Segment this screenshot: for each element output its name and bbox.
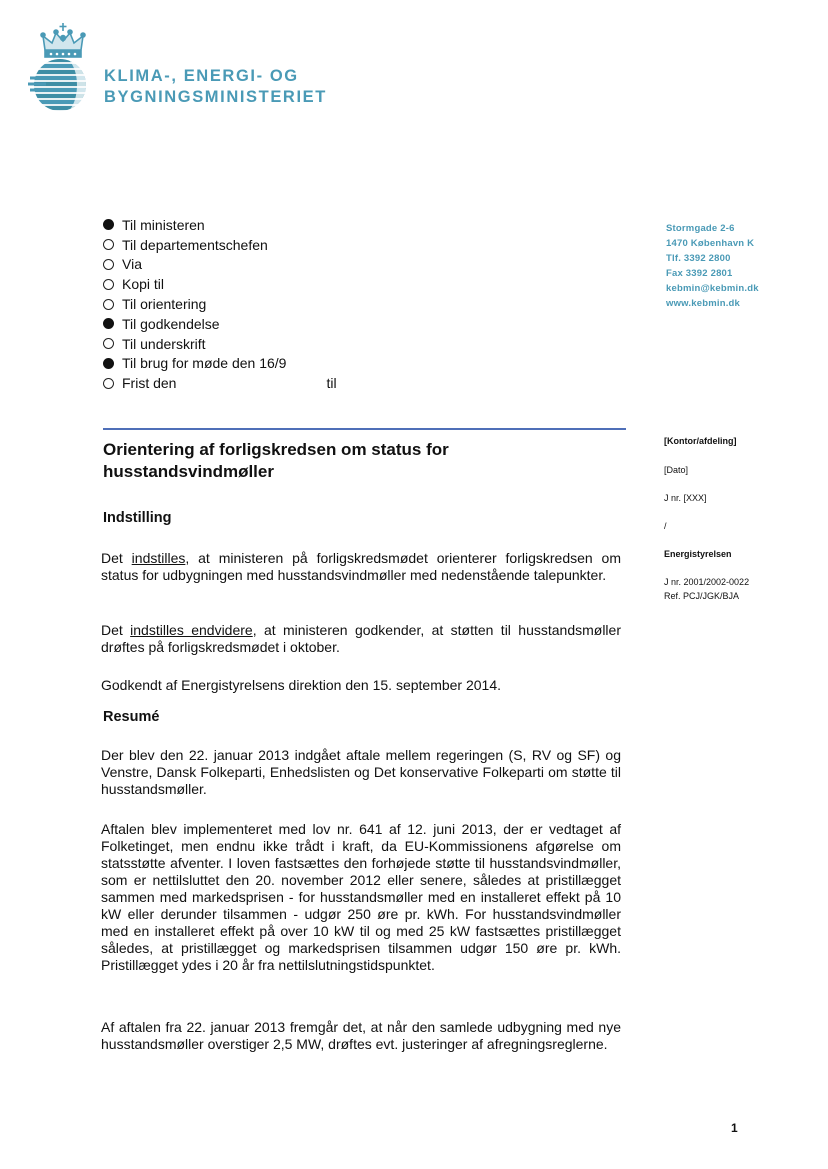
paragraph-2	[101, 622, 621, 656]
ministry-name	[104, 66, 327, 108]
checklist-item	[103, 255, 523, 275]
meta-department: [Kontor/afdeling]	[664, 436, 737, 446]
empty-bullet-icon	[103, 239, 114, 250]
checklist-label: Frist den	[122, 375, 177, 392]
ministry-address	[666, 221, 759, 311]
empty-bullet-icon	[103, 259, 114, 270]
address-fax: Fax 3392 2801	[666, 268, 733, 279]
paragraph-2-rest: , at ministeren godkender, at støtten til husstandsmøller drøftes på forligskredsmødet i oktober.	[101, 622, 621, 655]
checklist-deadline-til: til	[326, 375, 337, 392]
address-phone: Tlf. 3392 2800	[666, 253, 731, 264]
checklist-label: Til brug for møde den 16/9	[122, 355, 287, 372]
empty-bullet-icon	[103, 338, 114, 349]
paragraph-2-start: Det	[101, 622, 131, 638]
checklist-label: Kopi til	[122, 276, 165, 293]
paragraph-1	[101, 550, 621, 584]
page-number: 1	[731, 1121, 738, 1135]
filled-bullet-icon	[103, 219, 114, 230]
meta-journal: J nr. [XXX]	[664, 493, 707, 503]
paragraph-1-start: Det	[101, 550, 132, 566]
paragraph-resume-2: Aftalen blev implementeret med lov nr. 641 af 12. juni 2013, der er vedtaget af Folketinget, men endnu ikke trådt i kraft, da EU-Kommissionens afgørelse om statsstøtte afventer. I loven fastsættes den forhøjede støtte til husstandsvindmøller, som er nettilsluttet den 20. november 2012 eller senere, således at pristillægget sammen med markedsprisen - for husstandsmøller med en installeret effekt på 10 kW eller derunder tilsammen - udgør 250 øre pr. kWh. For husstandsvindmøller med en installeret effekt på over 10 kW til og med 25 kW fastsættes pristillægget således, at pristillægget og markedsprisen tilsammen udgør 150 øre pr. kWh. Pristillægget ydes i 20 år fra nettilslutningstidspunktet.	[101, 821, 621, 973]
checklist-item	[103, 235, 523, 255]
checklist-item	[103, 334, 523, 354]
empty-bullet-icon	[103, 279, 114, 290]
empty-bullet-icon	[103, 299, 114, 310]
meta-ref: Ref. PCJ/JGK/BJA	[664, 591, 740, 601]
meta-agency-journal: J nr. 2001/2002-0022	[664, 577, 750, 587]
address-web: www.kebmin.dk	[666, 298, 741, 309]
checklist-item	[103, 294, 523, 314]
address-city: 1470 København K	[666, 238, 755, 249]
ministry-name-line2: BYGNINGSMINISTERIET	[104, 88, 327, 106]
checklist-label: Til godkendelse	[122, 315, 220, 332]
checklist-label: Til departementschefen	[122, 236, 268, 253]
crown-icon	[40, 22, 86, 60]
checklist-item	[103, 354, 523, 374]
document-title-line1: Orientering af forligskredsen om status for	[103, 440, 449, 459]
checklist-label: Til ministeren	[122, 216, 205, 233]
paragraph-resume-1: Der blev den 22. januar 2013 indgået aftale mellem regeringen (S, RV og SF) og Venstre, Dansk Folkeparti, Enhedslisten og Det konservative Folkeparti om støtte til husstandsmøller.	[101, 747, 621, 797]
indstilles-underlined-text: indstilles	[131, 550, 186, 566]
checklist-item	[103, 215, 523, 235]
checklist-label: Til underskrift	[122, 335, 206, 352]
heading-resume: Resumé	[103, 709, 160, 725]
globe-logo-icon	[28, 56, 88, 114]
checklist-label: Via	[122, 256, 142, 273]
paragraph-resume-3: Af aftalen fra 22. januar 2013 fremgår det, at når den samlede udbygning med nye husstandsmøller overstiger 2,5 MW, drøftes evt. justeringer af afregningsreglerne.	[101, 1019, 621, 1052]
ministry-name-line1: KLIMA-, ENERGI- OG	[104, 67, 299, 85]
meta-agency: Energistyrelsen	[664, 549, 732, 559]
heading-indstilling: Indstilling	[103, 510, 172, 526]
address-street: Stormgade 2-6	[666, 223, 735, 234]
checklist-label: Til orientering	[122, 296, 207, 313]
indstilles-endvidere-underlined-text: indstilles endvidere	[130, 622, 253, 638]
distribution-checklist	[103, 215, 523, 393]
address-email: kebmin@kebmin.dk	[666, 283, 759, 294]
checklist-item	[103, 373, 523, 393]
filled-bullet-icon	[103, 318, 114, 329]
filled-bullet-icon	[103, 358, 114, 369]
document-title	[103, 439, 623, 483]
meta-date: [Dato]	[664, 465, 689, 475]
paragraph-1-rest: , at ministeren på forligskredsmødet orienterer forligskredsen om status for udbygningen med husstandsvindmøller med nedenstående talepunkter.	[101, 550, 621, 583]
checklist-item	[103, 274, 523, 294]
empty-bullet-icon	[103, 378, 114, 389]
paragraph-approval: Godkendt af Energistyrelsens direktion den 15. september 2014.	[101, 677, 502, 693]
meta-slash: /	[664, 521, 667, 531]
checklist-item	[103, 314, 523, 334]
divider	[103, 428, 626, 430]
document-title-line2: husstandsvindmøller	[103, 462, 274, 481]
